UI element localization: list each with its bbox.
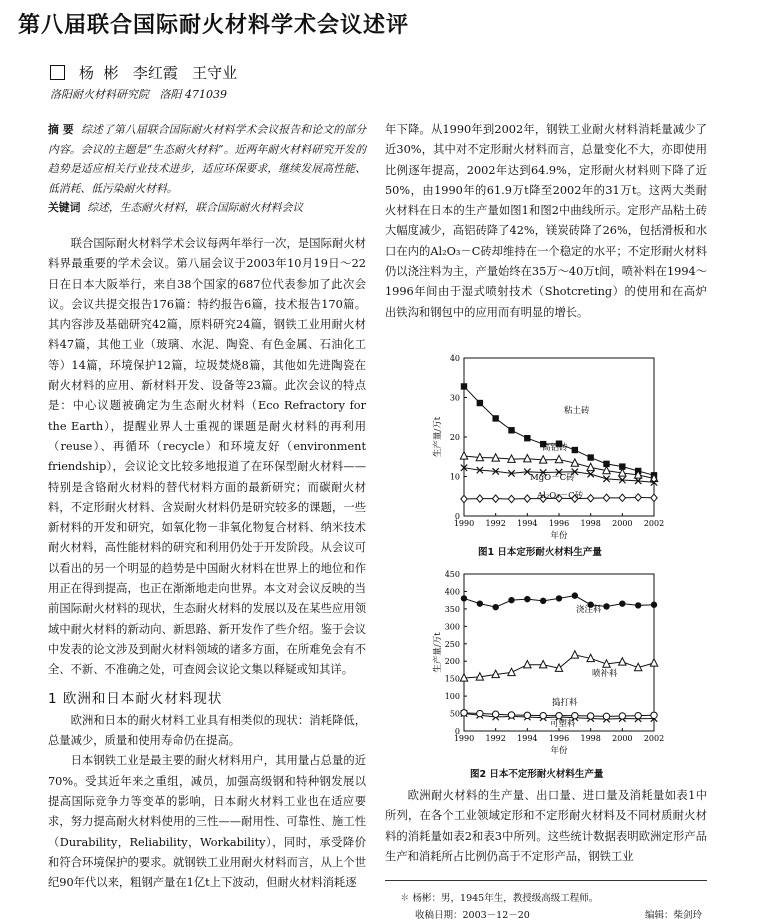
data-point-1 — [555, 455, 562, 462]
abstract-label: 摘 要 — [48, 123, 74, 136]
paper-title: 第八届联合国际耐火材料学术会议述评 — [18, 13, 410, 38]
affiliation: 洛阳耐火材料研究院 洛阳 471039 — [50, 88, 227, 101]
data-point-3 — [603, 494, 609, 501]
data-point-0 — [508, 427, 514, 433]
data-point-3 — [587, 495, 593, 502]
abstract — [48, 120, 366, 198]
data-point-0 — [524, 596, 530, 602]
data-point-0 — [461, 595, 467, 601]
y-tick-label: 200 — [444, 657, 460, 667]
x-tick-label: 1996 — [548, 519, 570, 528]
data-point-1 — [508, 668, 515, 675]
data-point-3 — [619, 713, 625, 719]
data-point-0 — [619, 600, 625, 606]
data-point-0 — [477, 600, 483, 606]
x-tick-label: 1990 — [453, 734, 475, 743]
x-axis-label: 年份 — [550, 746, 568, 756]
x-tick-label: 1992 — [485, 519, 506, 528]
data-point-3 — [635, 494, 641, 501]
series-label-2: MgO－C砖 — [530, 473, 575, 483]
x-tick-label: 1998 — [580, 519, 601, 528]
data-point-3 — [603, 713, 609, 719]
intro-paragraph: 联合国际耐火材料学术会议每两年举行一次，是国际耐火材料界最重要的学术会议。第八届会议于2003年10月19日～22日在日本大阪举行，来自38个国家的687位代表参加了此次会议。会议共提交报告176篇：特约报告6篇，技术报告170篇。其内容涉及基础研究42篇，原料研究24篇，钢铁工业用耐火材料47篇，其他工业（玻璃、水泥、陶瓷、有色金属、石油化工等）14篇，环境保护12篇，垃圾焚烧8篇，其他如先进陶瓷在耐火材料的应用、新材料开发、设备等23篇。此次会议的特点是：中心议题被确定为生态耐火材料（Eco Refractory for the Earth），提醒业界人士重视的课题是耐火材料的再利用（reuse）、再循环（recycle）和环境友好（environment friendship），会议论文比较多地报道了在环保型耐火材料——特别是含铬耐火材料的替代材料方面的最新研究；而碳耐火材料，不定形耐火材料、含炭耐火材料仍是研究较多的课题，一些新材料的开发和研究，如氧化物－非氧化物复合材料、纳米技术耐火材料，高性能材料的研究和利用仍处于开发阶段。从会议可以看出的另一个明显的趋势是中国耐火材料在世界上的地位和作用正在得到提高，也正在渐渐地走向世界。本文对会议反映的当前国际耐火材料的现状，生态耐火材料的发展以及在某些应用领域中耐火材料的新动向、新思路、新开发作了些介绍。鉴于会议中发表的论文涉及到耐火材料领域的诸多方面，在所难免会有不全、不新、不准确之处，可查阅会议论文集以释疑或知其详。 — [48, 236, 366, 677]
data-point-3 — [651, 712, 657, 718]
data-point-3 — [492, 495, 498, 502]
data-point-3 — [524, 712, 530, 718]
figure-1-caption: 图1 日本定形耐火材料生产量 — [478, 547, 602, 558]
y-tick-label: 0 — [454, 512, 460, 521]
data-point-3 — [587, 713, 593, 719]
y-tick-label: 150 — [444, 674, 460, 684]
right-column-bottom — [385, 786, 707, 867]
keywords-text: 综述，生态耐火材料，联合国际耐火材料会议 — [87, 201, 304, 215]
data-point-0 — [524, 435, 530, 441]
abstract-text: 综述了第八届联合国际耐火材料学术会议报告和论文的部分内容。会议的主题是“生态耐火材料”。近两年耐火材料研究开发的趋势是适应相关行业技术进步，适应环保要求，继续发展高性能、低消耗、低污染耐火材料。 — [48, 123, 366, 195]
y-tick-label: 10 — [449, 472, 460, 482]
data-point-3 — [508, 712, 514, 718]
data-point-0 — [651, 602, 657, 608]
data-point-1 — [619, 658, 626, 665]
keywords — [48, 198, 366, 218]
x-tick-label: 1992 — [485, 734, 506, 743]
x-axis-label: 年份 — [550, 531, 568, 541]
checkbox-square-icon — [50, 65, 65, 80]
series-label-3: 可塑料 — [550, 719, 576, 729]
series-label-1: 喷补料 — [592, 669, 618, 679]
x-tick-label: 1994 — [517, 519, 538, 528]
series-label-0: 浇注料 — [576, 605, 602, 615]
x-tick-label: 1990 — [453, 519, 475, 528]
x-tick-label: 2000 — [612, 734, 633, 743]
data-point-3 — [477, 495, 483, 502]
y-tick-label: 20 — [449, 433, 460, 442]
footnote-rule — [385, 880, 707, 881]
data-point-3 — [651, 494, 657, 501]
data-point-3 — [477, 710, 483, 716]
data-point-0 — [477, 400, 483, 406]
x-tick-label: 1998 — [580, 734, 601, 743]
section-1-paragraph-1: 欧洲和日本的耐火材料工业具有相类似的现状：消耗降低，总量减少，质量和使用寿命仍在提高。 — [48, 713, 366, 748]
right-paragraph-2: 欧洲耐火材料的生产量、出口量、进口量及消耗量如表1中所列，在各个工业领域定形和不定形耐火材料及不同材质耐火材料的消耗量如表2和表3中所列。这些统计数据表明欧洲定形产品生产和消耗所占比例仍高于不定形产品，钢铁工业 — [385, 789, 707, 863]
x-tick-label: 1994 — [517, 734, 538, 743]
keywords-label: 关键词 — [48, 201, 81, 215]
data-point-0 — [572, 592, 578, 598]
data-point-1 — [460, 452, 467, 459]
data-point-3 — [508, 495, 514, 502]
data-point-3 — [540, 712, 546, 718]
data-point-3 — [492, 711, 498, 717]
data-point-0 — [635, 602, 641, 608]
y-tick-label: 40 — [449, 354, 460, 363]
authors — [50, 62, 237, 83]
y-axis-label: 生产量/万t — [433, 416, 443, 458]
series-label-1: 高铝砖 — [542, 443, 568, 453]
data-point-3 — [635, 712, 641, 718]
data-point-0 — [587, 454, 593, 460]
section-1-title: 1 欧洲和日本耐火材料现状 — [48, 690, 223, 707]
data-point-0 — [461, 383, 467, 389]
data-point-1 — [571, 651, 578, 658]
x-tick-label: 1996 — [548, 734, 570, 743]
y-tick-label: 400 — [444, 587, 460, 597]
series-label-0: 粘土砖 — [564, 406, 590, 416]
y-tick-label: 350 — [444, 604, 460, 614]
data-point-3 — [461, 495, 467, 502]
x-tick-label: 2002 — [643, 519, 665, 528]
data-point-3 — [572, 712, 578, 718]
data-point-1 — [650, 659, 657, 666]
section-1-paragraph-2: 日本钢铁工业是最主要的耐火材料用户，其用量占总量的近70%。受其近年来之重组，减员，加强高级钢和特种钢发展以提高国际竞争力等变革的影响，日本耐火材料工业也在适应要求，努力提高耐火材料使用的三性——耐用性、可靠性、施工性（Durability，Reliability，Workability），同时，承受降价和符合环境保护的要求。就钢铁工业用耐火材料而言，从上个世纪90年代以来，粗钢产量在1亿t上下波动，但耐火材料消耗逐 — [48, 754, 366, 890]
data-point-0 — [492, 415, 498, 421]
data-point-1 — [524, 455, 531, 462]
data-point-0 — [540, 598, 546, 604]
y-tick-label: 250 — [444, 639, 460, 649]
series-label-2: 捣打料 — [552, 698, 578, 708]
figure-2-chart — [420, 566, 670, 766]
data-point-0 — [492, 604, 498, 610]
author-footnote: ✽ 杨彬：男，1945年生，教授级高级工程师。 — [400, 893, 599, 904]
data-point-3 — [461, 710, 467, 716]
right-column-top — [385, 120, 707, 323]
y-tick-label: 30 — [449, 393, 460, 403]
data-point-3 — [619, 494, 625, 501]
data-point-0 — [572, 447, 578, 453]
editor-note: 编辑：柴剑玲 — [645, 910, 703, 921]
data-point-0 — [508, 597, 514, 603]
right-paragraph-1: 年下降。从1990年到2002年，钢铁工业耐火材料消耗量减少了近30%，其中对不定形耐火材料而言，总量变化不大，亦即使用比例逐年提高，2002年达到64.9%，定形耐火材料则下降了近50%，由1990年的61.9万t降至2002年的31万t。这两大类耐火材料在日本的生产量如图1和图2中曲线所示。定形产品粘土砖大幅度减少，高铝砖降了42%，镁炭砖降了26%，包括滑板和水口在内的Al₂O₃－C砖却维持在一个稳定的水平；不定形耐火材料仍以浇注料为主，产量始终在35万～40万t间，喷补料在1994～1996年间由于湿式喷射技术（Shotcreting）的使用和在高炉出铁沟和钢包中的应用而有明显的增长。 — [385, 123, 707, 319]
y-tick-label: 50 — [449, 709, 460, 719]
author-names: 杨 彬 李红霞 王守业 — [79, 64, 238, 82]
data-point-3 — [556, 712, 562, 718]
x-tick-label: 2000 — [612, 519, 633, 528]
received-date: 收稿日期：2003－12－20 — [415, 910, 530, 921]
x-tick-label: 2002 — [643, 734, 665, 743]
left-column — [48, 120, 366, 893]
data-point-3 — [524, 495, 530, 502]
y-tick-label: 450 — [444, 570, 460, 579]
y-axis-label: 生产量/万t — [433, 632, 443, 673]
y-tick-label: 0 — [454, 727, 460, 736]
data-point-0 — [556, 595, 562, 601]
y-tick-label: 100 — [444, 692, 460, 702]
figure-2-caption: 图2 日本不定形耐火材料生产量 — [470, 769, 604, 780]
y-tick-label: 300 — [444, 622, 460, 632]
figure-1-chart — [420, 350, 670, 555]
data-point-0 — [603, 603, 609, 609]
series-label-3: Al₂O₃－C砖 — [537, 491, 584, 501]
